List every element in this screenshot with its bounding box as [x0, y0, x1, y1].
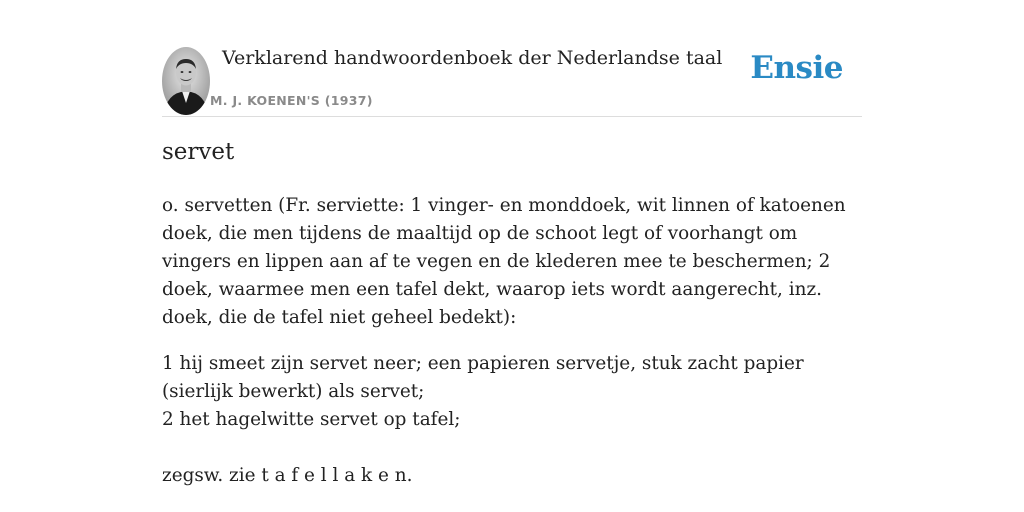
entry-headword: servet — [162, 139, 235, 165]
entry-example: 1 hij smeet zijn servet neer; een papieren servetje, stuk zacht papier (sierlijk bewerkt) als servet; — [162, 353, 804, 402]
entry-definition: o. servetten (Fr. serviette: 1 vinger- en monddoek, wit linnen of katoenen doek, die men tijdens de maaltijd op de schoot legt of voorhangt om vingers en lippen aan af te vegen en de klederen mee te beschermen; 2 doek, waarmee men een tafel dekt, waarop iets wordt aangerecht, inz. doek, die de tafel niet geheel bedekt): — [162, 195, 846, 328]
book-title: Verklarend handwoordenboek der Nederlandse taal — [222, 47, 723, 69]
entry-body — [162, 192, 867, 490]
author-line: M. J. KOENEN'S (1937) — [210, 93, 373, 108]
page-header — [162, 46, 862, 117]
entry-example: 2 het hagelwitte servet op tafel; — [162, 409, 461, 430]
brand-logo-link[interactable]: Ensie — [750, 50, 843, 86]
entry-proverb: zegsw. zie t a f e l l a k e n. — [162, 465, 413, 486]
author-portrait-icon — [162, 47, 210, 115]
